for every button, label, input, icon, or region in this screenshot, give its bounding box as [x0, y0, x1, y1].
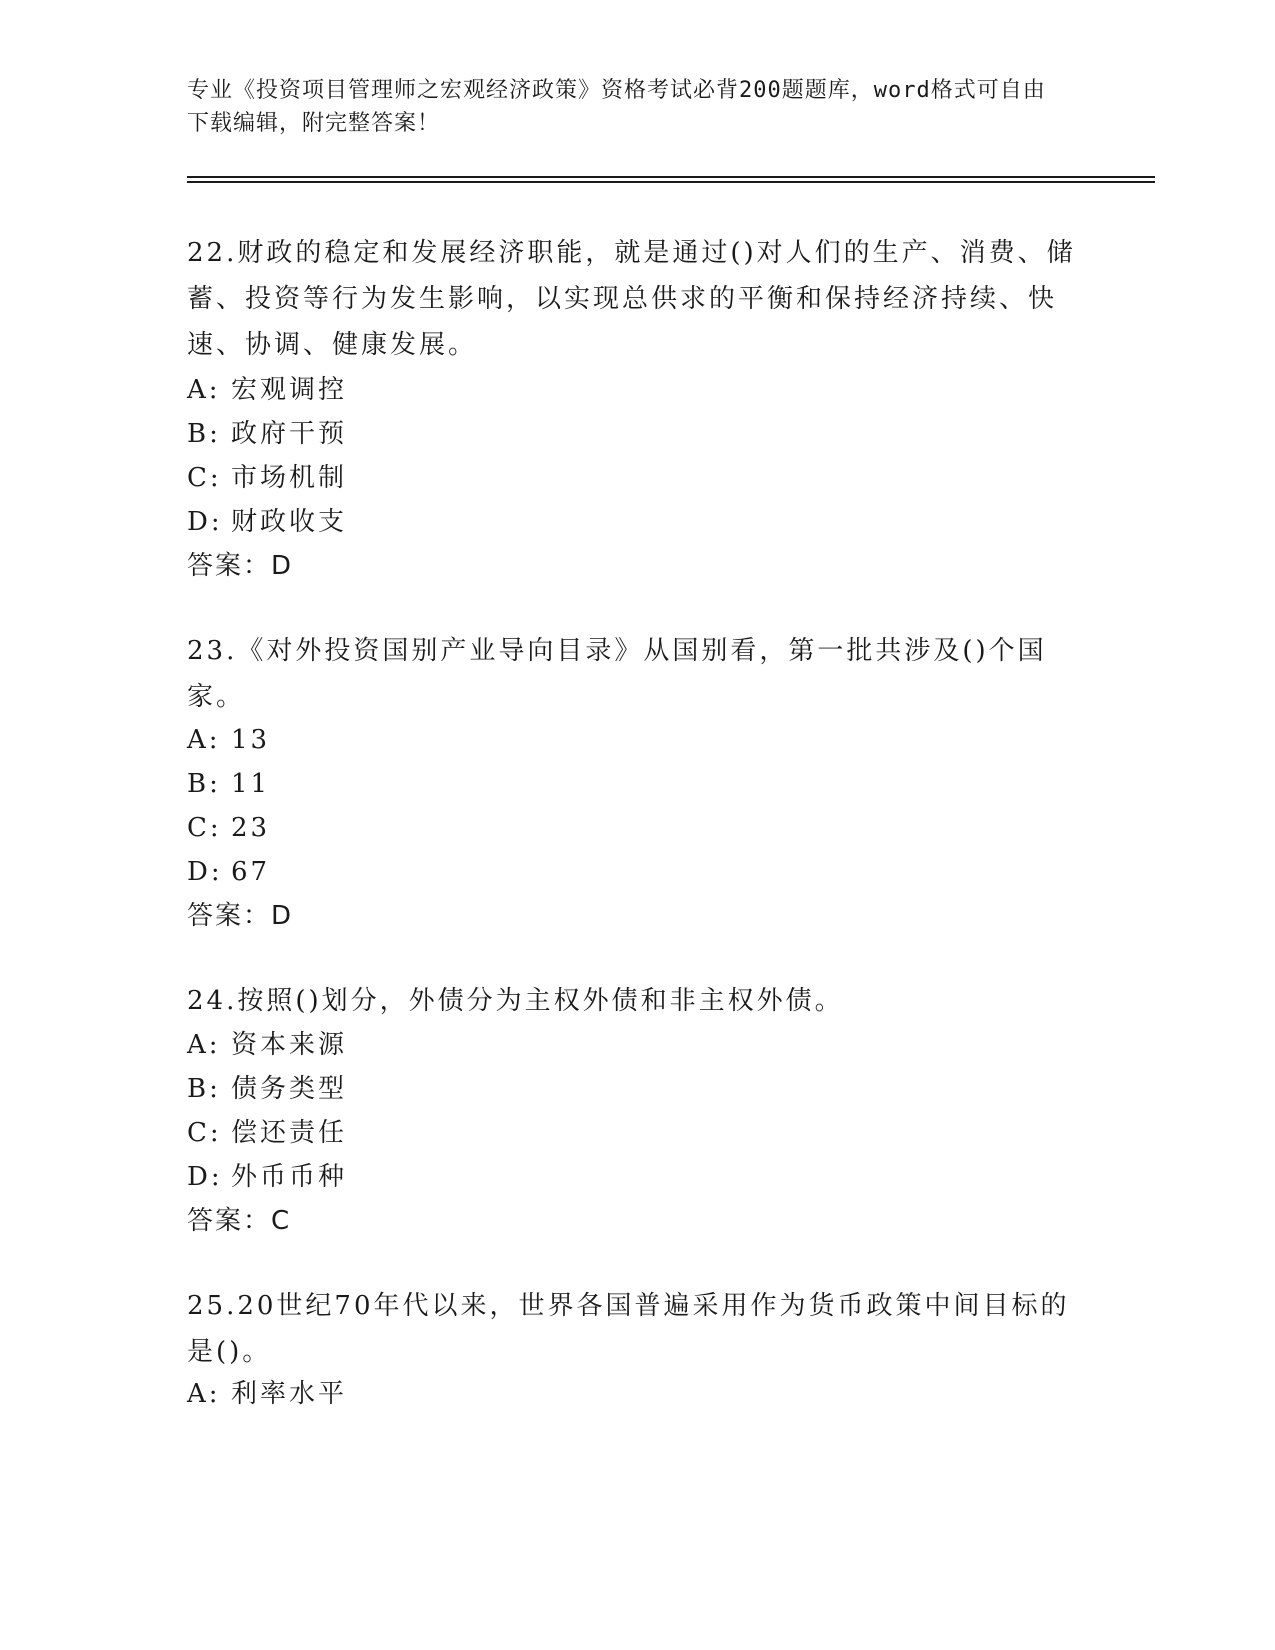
question-23-option-a — [187, 717, 270, 763]
question-22-option-a — [187, 367, 347, 413]
question-24-answer: 答案：C — [187, 1206, 292, 1236]
question-22-text: 22.财政的稳定和发展经济职能，就是通过()对人们的生产、消费、储蓄、投资等行为发生影响，以实现总供求的平衡和保持经济持续、快速、协调、健康发展。 — [187, 238, 1076, 360]
option-text: 市场机制 — [231, 463, 348, 493]
question-24-option-c — [187, 1110, 347, 1156]
question-23-option-c — [187, 805, 270, 851]
option-text: 11 — [231, 769, 271, 799]
option-text: 利率水平 — [231, 1379, 348, 1409]
question-23-option-b — [187, 761, 270, 807]
option-label: A: — [187, 725, 221, 755]
question-24-text: 24.按照()划分，外债分为主权外债和非主权外债。 — [187, 986, 844, 1016]
option-text: 财政收支 — [231, 507, 348, 537]
question-24-option-a — [187, 1022, 347, 1068]
option-text: 13 — [231, 725, 271, 755]
question-22-option-d — [187, 499, 347, 545]
option-label: D: — [187, 857, 223, 887]
question-24-option-d — [187, 1154, 347, 1200]
question-25-text: 25.20世纪70年代以来，世界各国普遍采用作为货币政策中间目标的是()。 — [187, 1291, 1070, 1367]
option-label: D: — [187, 1162, 223, 1192]
option-label: D: — [187, 507, 223, 537]
header-rule-top — [187, 176, 1155, 178]
question-22-option-b — [187, 411, 347, 457]
option-label: B: — [187, 419, 221, 449]
option-label: C: — [187, 813, 222, 843]
option-text: 外币币种 — [231, 1162, 348, 1192]
question-23-option-d — [187, 849, 270, 895]
option-text: 宏观调控 — [231, 375, 348, 405]
option-text: 偿还责任 — [231, 1118, 348, 1148]
option-label: A: — [187, 1379, 221, 1409]
option-label: A: — [187, 1030, 221, 1060]
question-23-text: 23.《对外投资国别产业导向目录》从国别看，第一批共涉及()个国家。 — [187, 636, 1047, 712]
option-label: A: — [187, 375, 221, 405]
option-text: 政府干预 — [231, 419, 348, 449]
option-text: 债务类型 — [231, 1074, 348, 1104]
option-label: C: — [187, 1118, 222, 1148]
question-25-option-a — [187, 1371, 347, 1417]
option-text: 67 — [231, 857, 271, 887]
question-22-option-c — [187, 455, 347, 501]
question-23-answer: 答案：D — [187, 901, 294, 931]
question-24-option-b — [187, 1066, 347, 1112]
option-text: 资本来源 — [231, 1030, 348, 1060]
option-label: B: — [187, 1074, 221, 1104]
header-rule-bottom — [187, 181, 1155, 183]
option-label: B: — [187, 769, 221, 799]
question-22-answer: 答案：D — [187, 551, 294, 581]
option-label: C: — [187, 463, 222, 493]
option-text: 23 — [231, 813, 271, 843]
document-header: 专业《投资项目管理师之宏观经济政策》资格考试必背200题题库，word格式可自由下载编辑，附完整答案！ — [187, 78, 1046, 136]
